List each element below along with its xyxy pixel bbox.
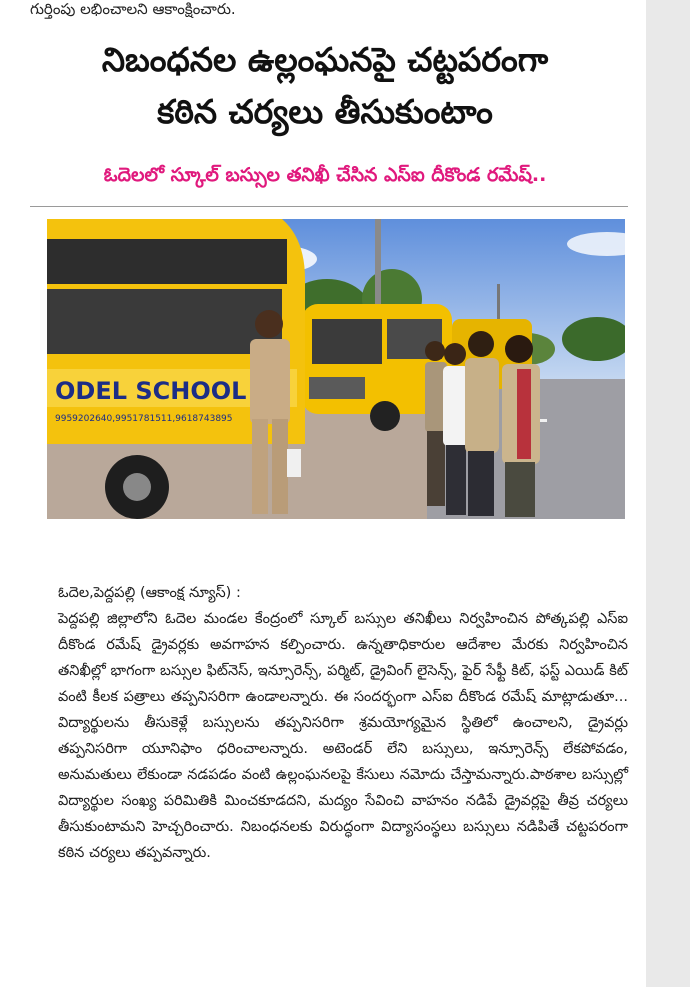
bus-phone-text: 9959202640,9951781511,9618743895 [55, 414, 233, 424]
bus-windshield [312, 319, 382, 364]
previous-article-fragment: గుర్తింపు లభించాలని ఆకాంక్షించారు. [30, 0, 236, 18]
bus-window-row [47, 239, 287, 284]
paper-in-hand [287, 449, 301, 477]
article-body [58, 580, 628, 866]
bus-grille [309, 377, 365, 399]
article-photo [47, 219, 625, 519]
divider [30, 206, 628, 207]
bus-wheel [370, 401, 400, 431]
officer-leg [272, 419, 288, 514]
officer-uniform [250, 339, 290, 424]
headline-line-2: కఠిన చర్యలు తీసుకుంటాం [157, 92, 493, 131]
photo-illustration [47, 219, 625, 519]
article-subheadline: ఓదెలలో స్కూల్ బస్సుల తనిఖీ చేసిన ఎస్ఐ దీకొండ రమేష్.. [103, 164, 547, 186]
headline-line-1: నిబంధనల ఉల్లంఘనపై చట్టపరంగా [101, 40, 549, 79]
bus-hub [123, 473, 151, 501]
officer-head [255, 310, 283, 338]
article-headline [20, 34, 630, 138]
bus-sign-text: ODEL SCHOOL [55, 377, 247, 405]
article-paragraph: పెద్దపల్లి జిల్లాలోని ఓదెల మండల కేంద్రంలో స్కూల్ బస్సుల తనిఖీలు నిర్వహించిన పోత్కపల్లి ఎస్ఐ దీకొండ రమేష్ డ్రైవర్లకు అవగాహన కల్పించారు. ఉన్నతాధికారుల ఆదేశాల మేరకు నిర్వహించిన తనిఖీల్లో భాగంగా బస్సుల ఫిట్‌నెస్, ఇన్సూరెన్స్, పర్మిట్, డ్రైవింగ్ లైసెన్స్, ఫైర్ సేఫ్టీ కిట్, ఫస్ట్ ఎయిడ్ కిట్ వంటి కీలక పత్రాలు తప్పనిసరిగా ఉండాలన్నారు. ఈ సందర్భంగా ఎస్ఐ దీకొండ రమేష్ మాట్లాడుతూ... విద్యార్థులను తీసుకెళ్లే బస్సులను తప్పనిసరిగా శ్రమయోగ్యమైన స్థితిలో ఉంచాలని, డ్రైవర్లు తప్పనిసరిగా యూనిఫాం ధరించాలన్నారు. అటెండర్ లేని బస్సులు, ఇన్సూరెన్స్ లేకపోవడం, అనుమతులు లేకుండా నడపడం వంటి ఉల్లంఘనలపై కేసులు నమోదు చేస్తామన్నారు.పాఠశాల బస్సుల్లో విద్యార్థుల సంఖ్య పరిమితికి మించకూడదని, మద్యం సేవించి వాహనం నడిపే డ్రైవర్లపై తీవ్ర చర్యలు తీసుకుంటామని హెచ్చరించారు. నిబంధనలకు విరుద్ధంగా విద్యాసంస్థలు బస్సులు నడిపితే చట్టపరంగా కఠిన చర్యలు తప్పవన్నారు. [58, 611, 628, 861]
article-dateline: ఓదెల,పెద్దపల్లి (ఆకాంక్ష న్యూస్) : [58, 585, 241, 601]
officer-leg [252, 419, 268, 514]
bus-window-row [47, 289, 282, 354]
